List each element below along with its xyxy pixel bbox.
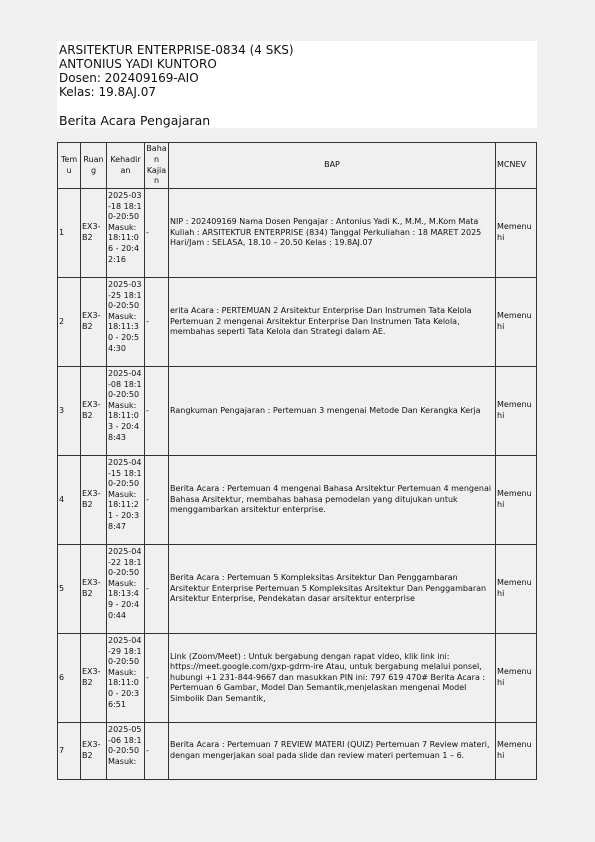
cell-bap: erita Acara : PERTEMUAN 2 Arsitektur Enterprise Dan Instrumen Tata Kelola Pertemuan 2 mengenai Arsitektur Enterprise Dan Instrumen Tata Kelola, membahas seperti Tata Kelola dan Strategi dalam AE.: [169, 278, 496, 367]
cell-ruang: EX3-B2: [81, 545, 107, 634]
document-header: [57, 41, 537, 128]
cell-ruang: EX3-B2: [81, 456, 107, 545]
header-bahan-kajian: Bahan Kajian: [145, 143, 169, 189]
table-row: [58, 545, 537, 634]
table-row: [58, 367, 537, 456]
cell-ruang: EX3-B2: [81, 723, 107, 780]
cell-bap: Link (Zoom/Meet) : Untuk bergabung dengan rapat video, klik link ini: https://meet.google.com/gxp-gdrm-ire Atau, untuk bergabung melalui ponsel, hubungi +1 231-844-9667 dan masukkan PIN ini: 797 619 470# Berita Acara : Pertemuan 6 Gambar, Model Dan Semantik,menjelaskan mengenai Model Simbolik Dan Semantik,: [169, 634, 496, 723]
cell-kehadiran: 2025-04-22 18:10-20:50 Masuk: 18:13:49 - 20:40:44: [107, 545, 145, 634]
cell-kehadiran: 2025-04-08 18:10-20:50 Masuk: 18:11:03 - 20:48:43: [107, 367, 145, 456]
course-title: ARSITEKTUR ENTERPRISE-0834 (4 SKS): [59, 43, 294, 57]
table-row: [58, 723, 537, 780]
cell-bap: NIP : 202409169 Nama Dosen Pengajar : Antonius Yadi K., M.M., M.Kom Mata Kuliah : ARSITEKTUR ENTERPRISE (834) Tanggal Perkuliahan : 18 MARET 2025 Hari/Jam : SELASA, 18.10 – 20.50 Kelas : 19.8AJ.07: [169, 189, 496, 278]
cell-ruang: EX3-B2: [81, 278, 107, 367]
header-bap: BAP: [169, 143, 496, 189]
table-row: [58, 634, 537, 723]
cell-bap: Berita Acara : Pertemuan 4 mengenai Bahasa Arsitektur Pertemuan 4 mengenai Bahasa Arsitektur, membahas bahasa pemodelan yang ditujukan untuk menggambarkan arsitektur enterprise.: [169, 456, 496, 545]
cell-bap: Berita Acara : Pertemuan 5 Kompleksitas Arsitektur Dan Penggambaran Arsitektur Enterprise Pertemuan 5 Kompleksitas Arsitektur Dan Penggambaran Arsitektur Enterprise, Pendekatan dasar arsitektur enterprise: [169, 545, 496, 634]
header-temu: Temu: [58, 143, 81, 189]
table-row: [58, 189, 537, 278]
cell-kehadiran: 2025-04-29 18:10-20:50 Masuk: 18:11:00 - 20:36:51: [107, 634, 145, 723]
cell-ruang: EX3-B2: [81, 634, 107, 723]
class-id: Kelas: 19.8AJ.07: [59, 85, 157, 99]
cell-kehadiran: 2025-03-18 18:10-20:50 Masuk: 18:11:06 - 20:42:16: [107, 189, 145, 278]
table-header-row: [58, 143, 537, 189]
section-title: Berita Acara Pengajaran: [59, 114, 211, 128]
cell-temu: 6: [58, 634, 81, 723]
cell-mcnev: Memenuhi: [496, 723, 537, 780]
lecturer-id: Dosen: 202409169-AIO: [59, 71, 199, 85]
cell-ruang: EX3-B2: [81, 367, 107, 456]
table-row: [58, 278, 537, 367]
cell-mcnev: Memenuhi: [496, 634, 537, 723]
cell-bahan-kajian: -: [145, 278, 169, 367]
header-mcnev: MCNEV: [496, 143, 537, 189]
header-kehadiran: Kehadiran: [107, 143, 145, 189]
cell-kehadiran: 2025-03-25 18:10-20:50 Masuk: 18:11:30 - 20:54:30: [107, 278, 145, 367]
cell-bahan-kajian: -: [145, 723, 169, 780]
cell-bahan-kajian: -: [145, 367, 169, 456]
header-ruang: Ruang: [81, 143, 107, 189]
cell-bahan-kajian: -: [145, 545, 169, 634]
cell-bap: Rangkuman Pengajaran : Pertemuan 3 mengenai Metode Dan Kerangka Kerja: [169, 367, 496, 456]
cell-temu: 2: [58, 278, 81, 367]
teaching-record-table: [57, 142, 537, 780]
cell-temu: 1: [58, 189, 81, 278]
cell-mcnev: Memenuhi: [496, 278, 537, 367]
cell-ruang: EX3-B2: [81, 189, 107, 278]
cell-bahan-kajian: -: [145, 634, 169, 723]
cell-mcnev: Memenuhi: [496, 367, 537, 456]
cell-mcnev: Memenuhi: [496, 189, 537, 278]
cell-bahan-kajian: -: [145, 456, 169, 545]
cell-kehadiran: 2025-05-06 18:10-20:50 Masuk:: [107, 723, 145, 780]
cell-mcnev: Memenuhi: [496, 545, 537, 634]
cell-bap: Berita Acara : Pertemuan 7 REVIEW MATERI (QUIZ) Pertemuan 7 Review materi, dengan mengerjakan soal pada slide dan review materi pertemuan 1 – 6.: [169, 723, 496, 780]
cell-temu: 4: [58, 456, 81, 545]
cell-bahan-kajian: -: [145, 189, 169, 278]
cell-temu: 3: [58, 367, 81, 456]
cell-kehadiran: 2025-04-15 18:10-20:50 Masuk: 18:11:21 - 20:38:47: [107, 456, 145, 545]
lecturer-name: ANTONIUS YADI KUNTORO: [59, 57, 217, 71]
cell-temu: 7: [58, 723, 81, 780]
cell-temu: 5: [58, 545, 81, 634]
cell-mcnev: Memenuhi: [496, 456, 537, 545]
table-row: [58, 456, 537, 545]
